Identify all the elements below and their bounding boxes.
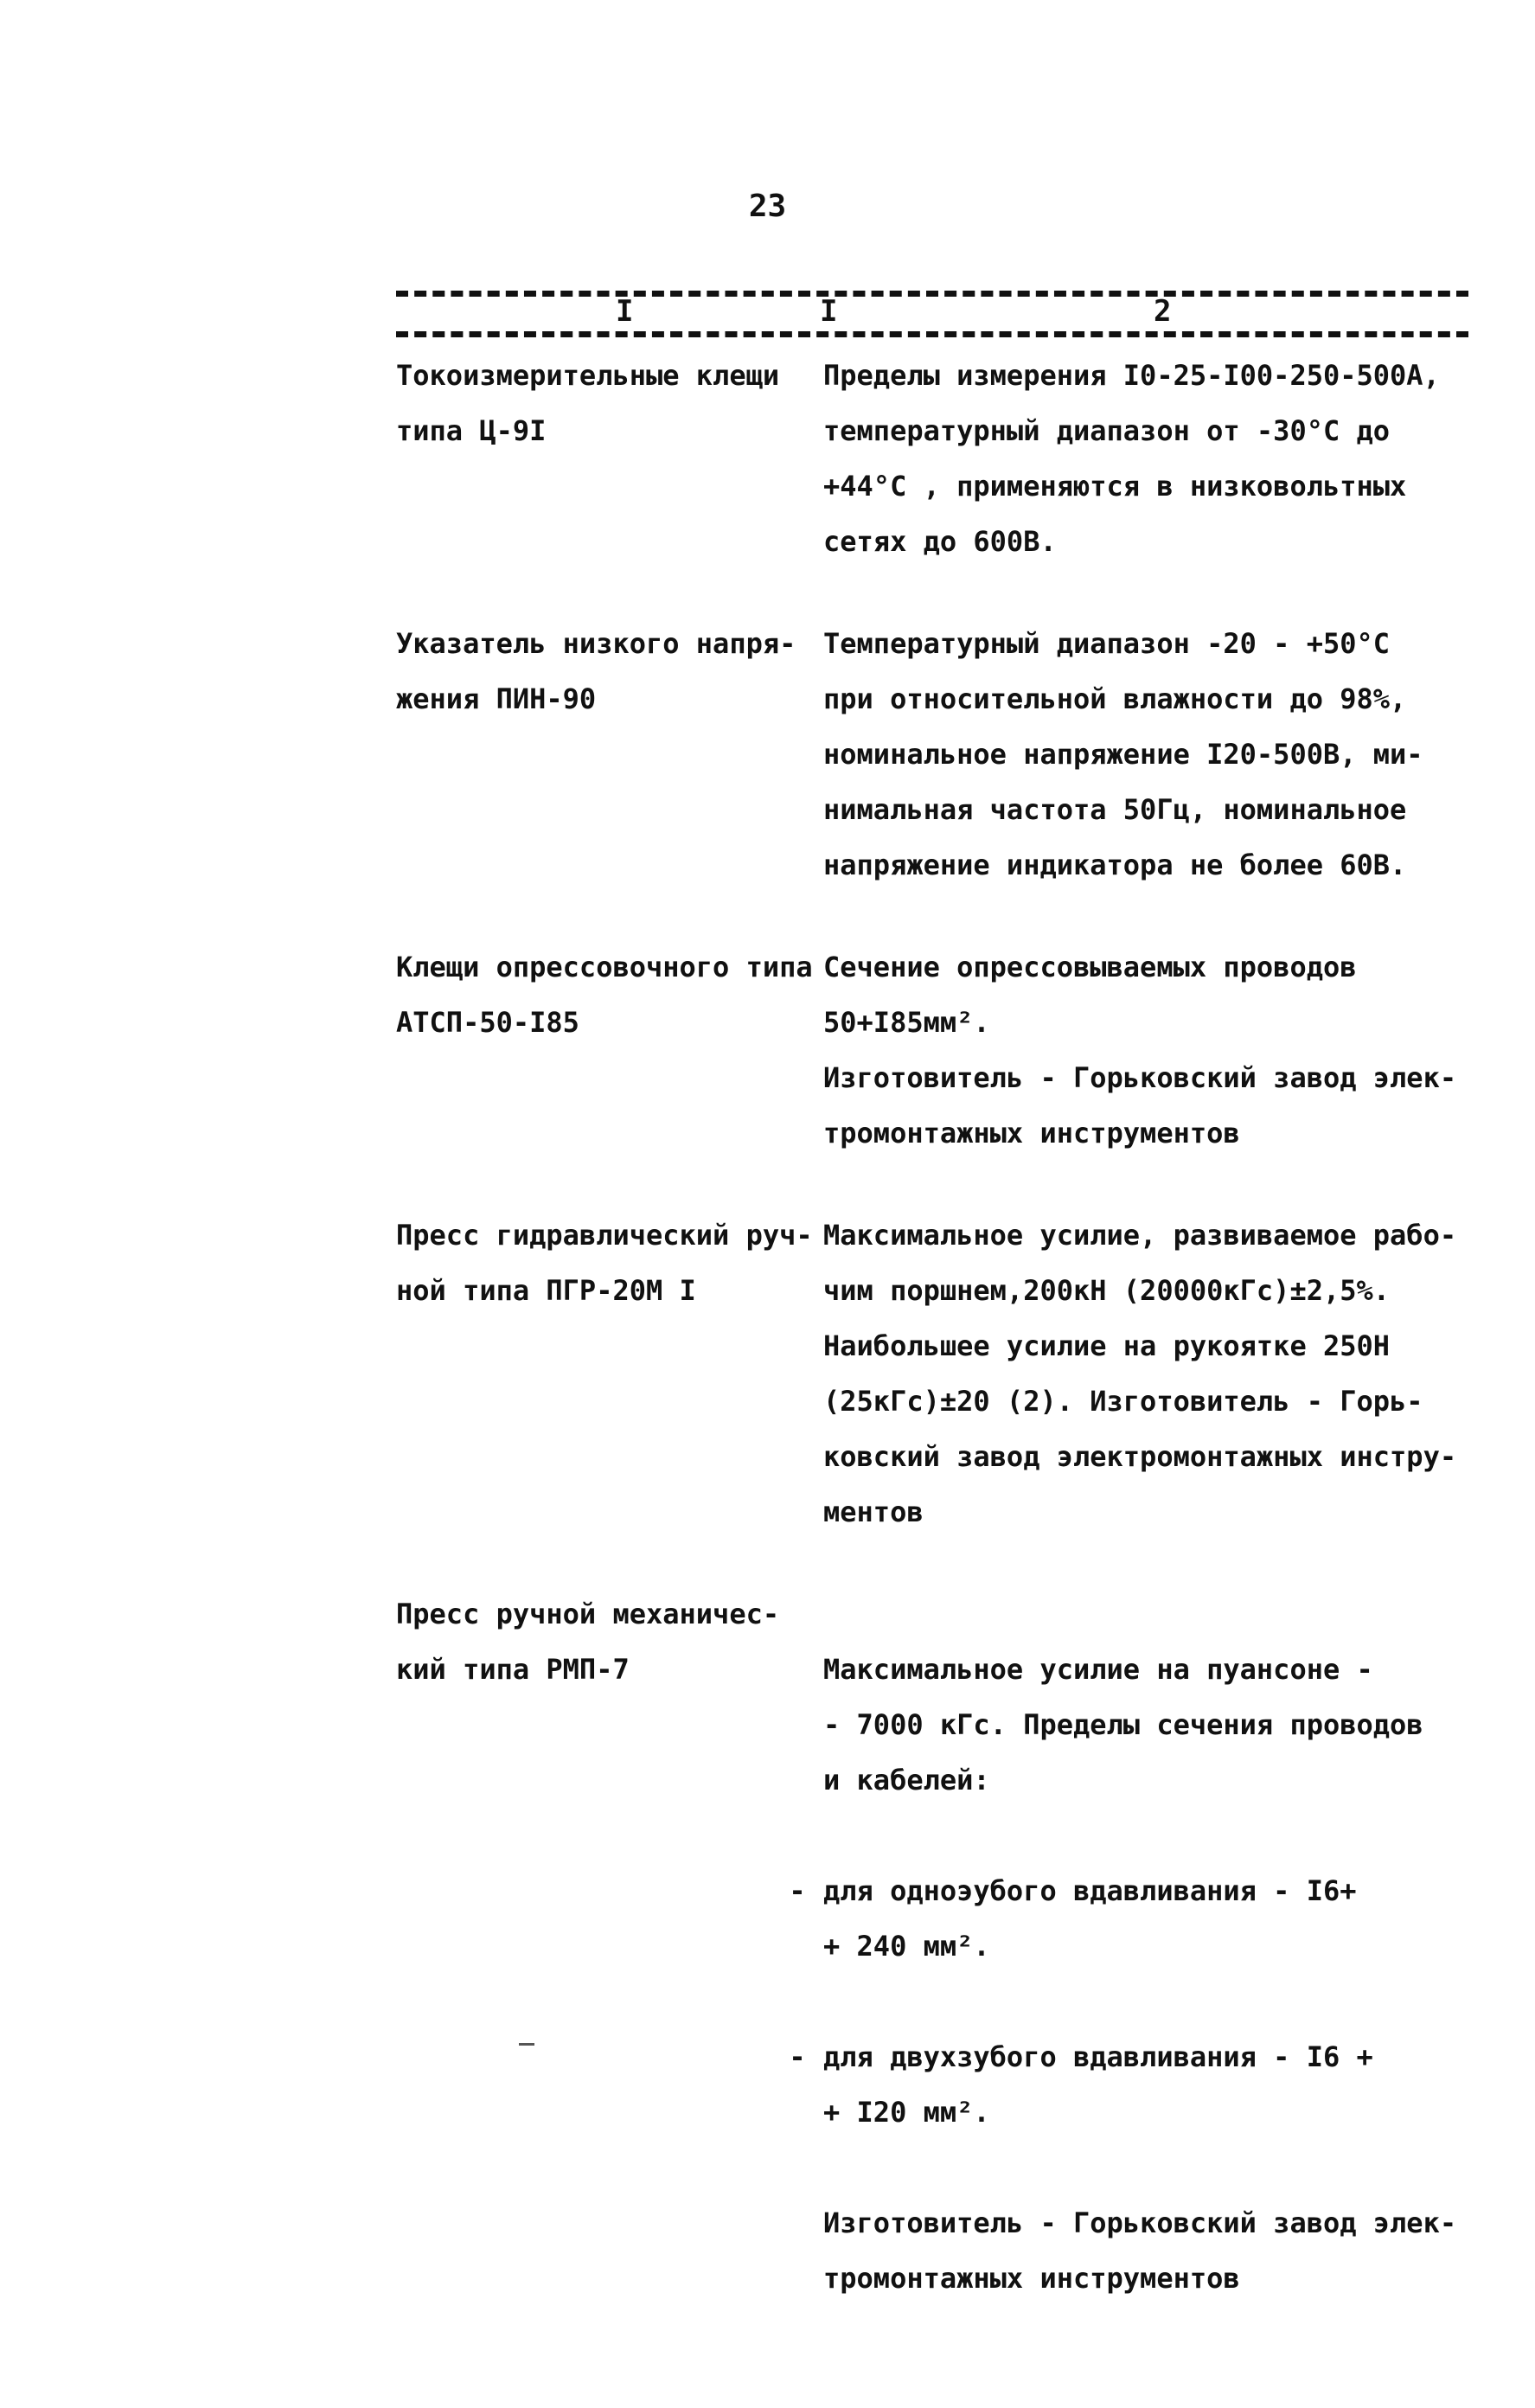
bullet-text: для двухзубого вдавливания - I6 + + I20 мм². — [823, 2040, 1373, 2129]
column-header-separator: I — [820, 294, 838, 329]
table-row — [396, 616, 1486, 893]
bullet-dash: - — [789, 1874, 806, 1907]
bullet-text: для одноэубого вдавливания - I6+ + 240 мм². — [823, 1874, 1357, 1963]
equipment-specs: Пределы измерения I0-25-I00-250-500А, температурный диапазон от -30°С до +44°С , применяются в низковольтных сетях до 600В. — [823, 359, 1440, 558]
table-header-rule — [396, 331, 1468, 337]
equipment-specs: Сечение опрессовываемых проводов 50+I85мм². Изготовитель - Горьковский завод элек- тромонтажных инструментов — [823, 951, 1457, 1150]
equipment-name: Пресс гидравлический руч- ной типа ПГР-20М I — [396, 1219, 813, 1307]
table-top-rule — [396, 291, 1468, 297]
list-item — [771, 2029, 1486, 2140]
equipment-name: Пресс ручной механичес- кий типа РМП-7 — [396, 1598, 780, 1686]
equipment-name: Указатель низкого напря- жения ПИН-90 — [396, 627, 796, 715]
equipment-specs-container — [789, 1586, 1486, 2361]
equipment-name: Клещи опрессовочного типа АТСП-50-I85 — [396, 951, 813, 1039]
equipment-specs: Максимальное усилие на пуансоне - - 7000 кГс. Пределы сечения проводов и кабелей: — [823, 1653, 1423, 1796]
equipment-specs: Максимальное усилие, развиваемое рабо- чим поршнем,200кН (20000кГс)±2,5%. Наибольшее усилие на рукоятке 250Н (25кГс)±20 (2). Изготовитель - Горь- ковский завод электромонтажных инстру- ментов — [823, 1219, 1457, 1528]
scan-mark — [519, 2043, 534, 2046]
equipment-table — [396, 348, 1486, 2408]
bullet-dash: - — [789, 2040, 806, 2073]
table-row — [396, 939, 1486, 1161]
page-number: 23 — [748, 189, 787, 224]
column-header-2: 2 — [1154, 294, 1172, 329]
table-row — [396, 348, 1486, 569]
table-row — [396, 1586, 1486, 2361]
equipment-name: Токоизмерительные клещи типа Ц-9I — [396, 359, 780, 447]
table-row — [396, 1207, 1486, 1540]
manufacturer-note: Изготовитель - Горьковский завод элек- тромонтажных инструментов — [823, 2206, 1457, 2295]
equipment-specs: Температурный диапазон -20 - +50°С при относительной влажности до 98%, номинальное напряжение I20-500В, ми- нимальная частота 50Гц, номинальное напряжение индикатора не более 60В. — [823, 627, 1423, 881]
list-item — [771, 1863, 1486, 1974]
column-header-1: I — [616, 294, 634, 329]
